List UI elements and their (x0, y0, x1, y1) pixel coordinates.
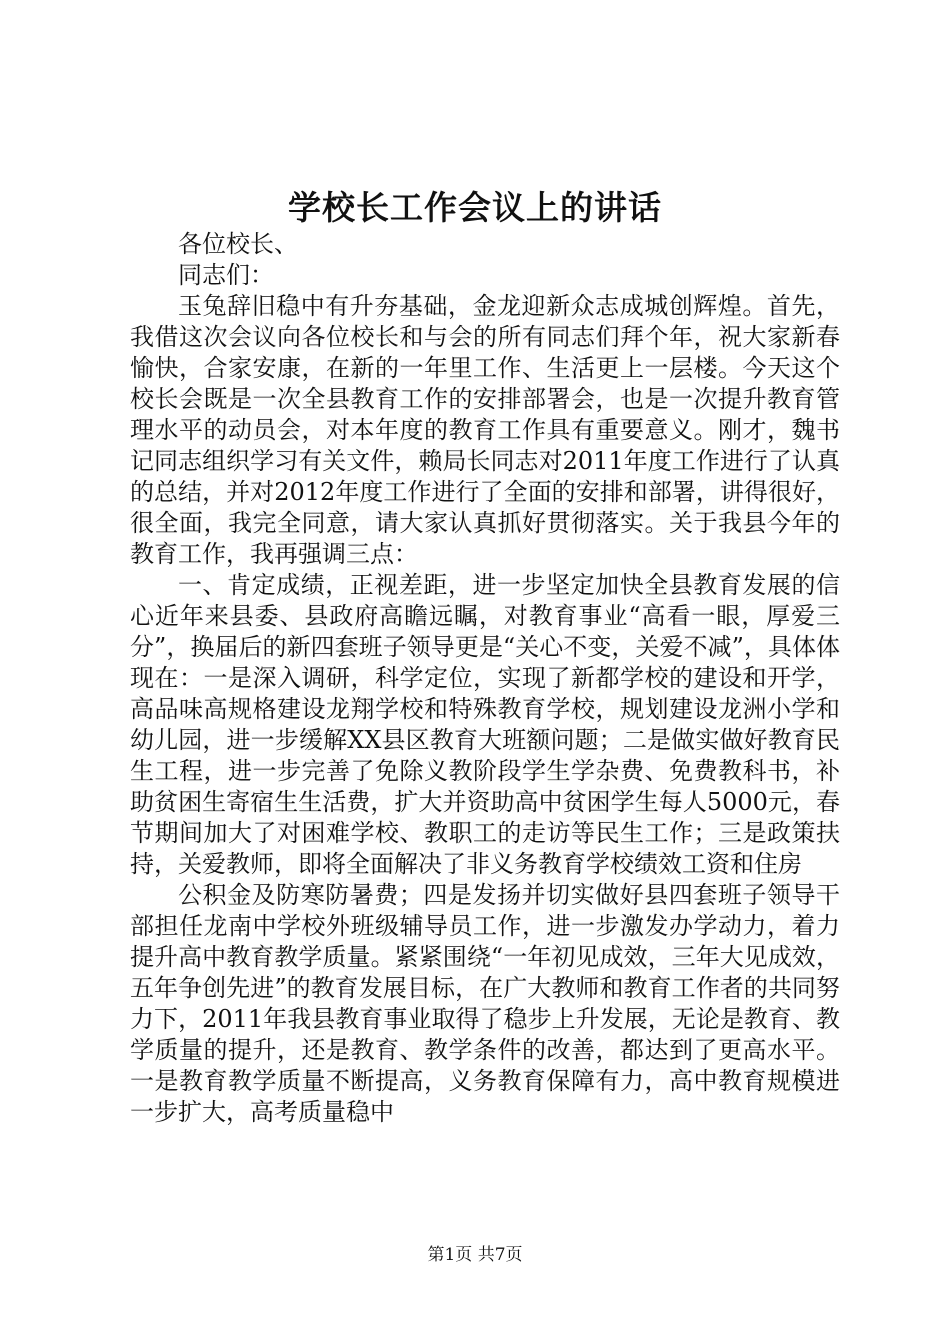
document-title: 学校长工作会议上的讲话 (288, 188, 662, 227)
document-body (130, 229, 840, 1128)
salutation-line: 各位校长、 (178, 230, 298, 258)
body-paragraph: 公积金及防寒防暑费；四是发扬并切实做好县四套班子领导干部担任龙南中学校外班级辅导员工作，进一步激发办学动力，着力提升高中教育教学质量。紧紧围绕“一年初见成效，三年大见成效，五年争创先进”的教育发展目标，在广大教师和教育工作者的共同努力下，2011年我县教育事业取得了稳步上升发展，无论是教育、教学质量的提升，还是教育、教学条件的改善，都达到了更高水平。一是教育教学质量不断提高，义务教育保障有力，高中教育规模进一步扩大，高考质量稳中 (130, 881, 840, 1126)
body-paragraph: 一、肯定成绩，正视差距，进一步坚定加快全县教育发展的信心近年来县委、县政府高瞻远瞩，对教育事业“高看一眼，厚爱三分”，换届后的新四套班子领导更是“关心不变，关爱不减”，具体体现在：一是深入调研，科学定位，实现了新都学校的建设和开学，高品味高规格建设龙翔学校和特殊教育学校，规划建设龙洲小学和幼儿园，进一步缓解XX县区教育大班额问题；二是做实做好教育民生工程，进一步完善了免除义教阶段学生学杂费、免费教科书，补助贫困生寄宿生生活费，扩大并资助高中贫困学生每人5000元，春节期间加大了对困难学校、教职工的走访等民生工作；三是政策扶持，关爱教师，即将全面解决了非义务教育学校绩效工资和住房 (130, 571, 840, 878)
body-paragraph: 玉兔辞旧稳中有升夯基础，金龙迎新众志成城创辉煌。首先，我借这次会议向各位校长和与会的所有同志们拜个年，祝大家新春愉快，合家安康，在新的一年里工作、生活更上一层楼。今天这个校长会既是一次全县教育工作的安排部署会，也是一次提升教育管理水平的动员会，对本年度的教育工作具有重要意义。刚才，魏书记同志组织学习有关文件，赖局长同志对2011年度工作进行了认真的总结，并对2012年度工作进行了全面的安排和部署，讲得很好，很全面，我完全同意，请大家认真抓好贯彻落实。关于我县今年的教育工作，我再强调三点： (130, 292, 840, 568)
page-footer (0, 1243, 950, 1267)
page-indicator: 第1页 共7页 (427, 1245, 523, 1265)
salutation-line: 同志们： (178, 261, 274, 289)
